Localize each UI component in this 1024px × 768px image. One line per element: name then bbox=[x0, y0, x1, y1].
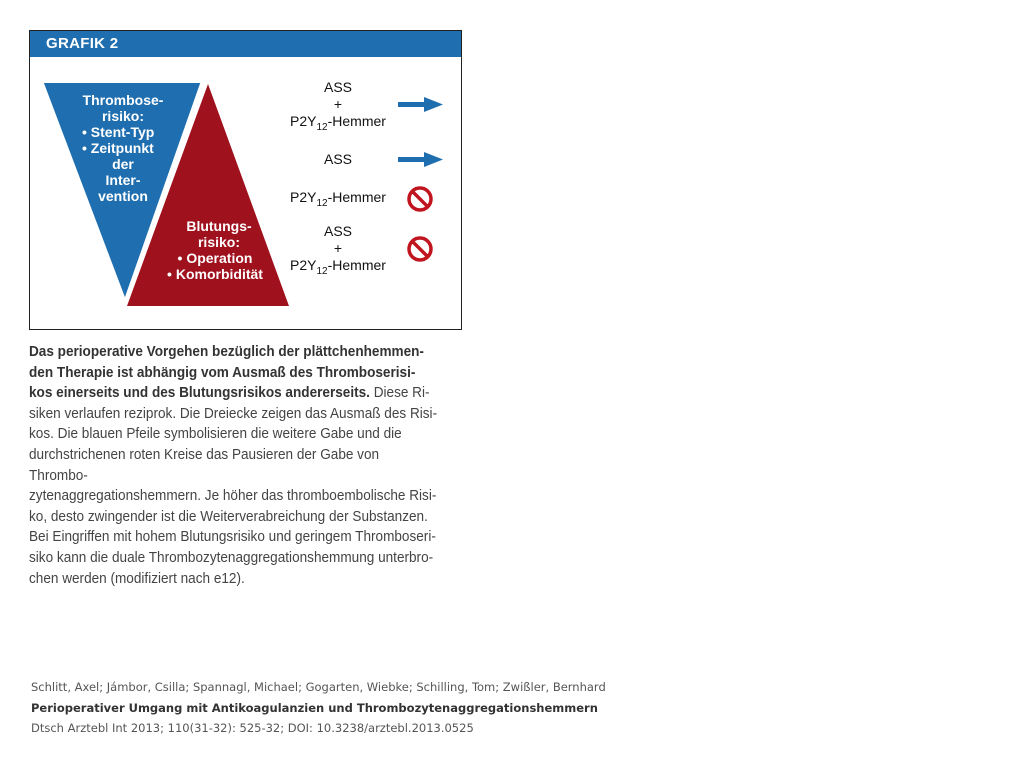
arrow-icon bbox=[398, 152, 443, 167]
citation-title: Perioperativer Umgang mit Antikoagulanzien und Thrombozytenaggregationshemmern bbox=[31, 700, 598, 715]
citation bbox=[31, 677, 606, 739]
row-ass: ASS bbox=[323, 151, 352, 167]
figure-header: GRAFIK 2 bbox=[30, 31, 461, 57]
citation-source: Dtsch Arztebl Int 2013; 110(31-32): 525-32; DOI: 10.3238/arztebl.2013.0525 bbox=[31, 721, 474, 735]
figure-caption: Das perioperative Vorgehen bezüglich der plättchenhemmen- den Therapie ist abhängig vom Ausmaß des Thromboserisi- kos einerseits und des Blutungsrisikos andererseits. Diese Ri- siken verlaufen reziprok. Die Dreiecke zeigen das Ausmaß des Risi- kos. Die blauen Pfeile symbolisieren die weitere Gabe und die durchstrichenen roten Kreise das Pausieren der Gabe von Thrombo- zytenaggregationshemmern. Je höher das thromboembolische Risi- ko, desto zwingender ist die Weiterverabreichung der Substanzen. Bei Eingriffen mit hohem Blutungsrisiko und geringem Thromboseri- siko kann die duale Thrombozytenaggregationshemmung unterbro- chen werden (modifiziert nach e12). bbox=[29, 344, 438, 587]
row-ass-plus-p2y12: ASS + $P2Y_{12}$-Hemmer bbox=[290, 79, 386, 133]
figure-panel bbox=[29, 30, 462, 330]
thrombosis-risk-label: Thrombose- risiko: • Stent-Typ • Zeitpunkt der Inter- vention bbox=[82, 92, 164, 204]
row-ass-plus-p2y12-paused: ASS + $P2Y_{12}$-Hemmer bbox=[290, 223, 386, 277]
bleeding-risk-label: Blutungs- risiko: • Operation • Komorbidität bbox=[167, 218, 263, 282]
prohibited-icon bbox=[409, 238, 431, 260]
citation-authors: Schlitt, Axel; Jámbor, Csilla; Spannagl, Michael; Gogarten, Wiebke; Schilling, Tom; Zwißler, Bernhard bbox=[31, 680, 606, 694]
row-p2y12: $P2Y_{12}$-Hemmer bbox=[290, 189, 386, 209]
arrow-icon bbox=[398, 97, 443, 112]
prohibited-icon bbox=[409, 188, 431, 210]
